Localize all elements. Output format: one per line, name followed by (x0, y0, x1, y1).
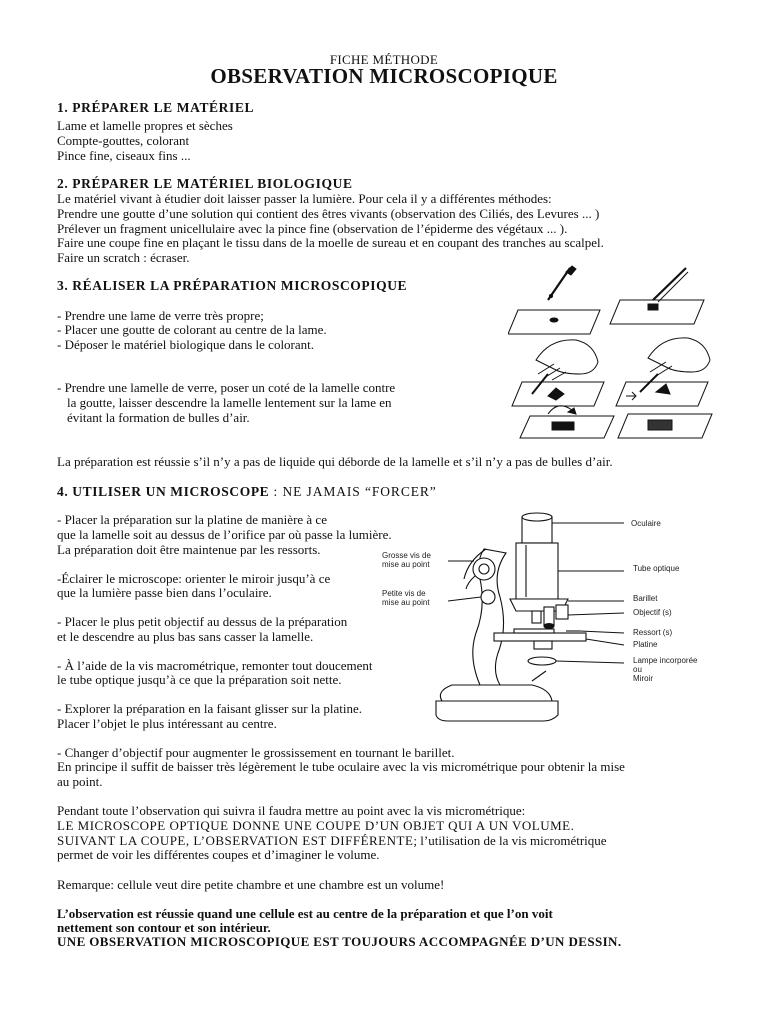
section-1-line: Pince fine, ciseaux fins ... (57, 148, 191, 163)
section-4-heading (57, 484, 437, 500)
section-4-step: Placer l’objet le plus intéressant au centre. (57, 716, 277, 731)
section-3-step: - Prendre une lame de verre très propre; (57, 308, 264, 323)
section-2-heading: 2. PRÉPARER LE MATÉRIEL BIOLOGIQUE (57, 176, 353, 191)
section-2-line: Prélever un fragment unicellulaire avec la pince fine (observation de l’épiderme des végétaux ... ). (57, 221, 568, 236)
section-2-line: Prendre une goutte d’une solution qui contient des êtres vivants (observation des Ciliés, des Levures ... ) (57, 206, 600, 221)
section-3-step: - Placer une goutte de colorant au centre de la lame. (57, 322, 327, 337)
section-1-line: Lame et lamelle propres et sèches (57, 118, 233, 133)
label-grosse-vis (382, 551, 431, 569)
label-platine: Platine (633, 640, 658, 649)
section-4-step: au point. (57, 774, 103, 789)
section-4-step: - Explorer la préparation en la faisant glisser sur la platine. (57, 701, 363, 716)
section-4-heading-warning: : NE JAMAIS “FORCER” (269, 484, 437, 499)
section-1-line: Compte-gouttes, colorant (57, 133, 190, 148)
section-1-heading: 1. PRÉPARER LE MATÉRIEL (57, 100, 255, 115)
section-4-step: - Changer d’objectif pour augmenter le grossissement en tournant le barillet. (57, 745, 455, 760)
section-4-step: et le descendre au plus bas sans casser la lamelle. (57, 629, 314, 644)
label-oculaire: Oculaire (631, 519, 661, 528)
document-kicker: FICHE MÉTHODE (329, 52, 439, 67)
section-4-caps-line: LE MICROSCOPE OPTIQUE DONNE UNE COUPE D’UN OBJET QUI A UN VOLUME. (57, 818, 575, 833)
section-4-step: le tube optique jusqu’à ce que la préparation soit nette. (57, 672, 342, 687)
section-4-step: que la lamelle soit au dessus de l’orifice par où passe la lumière. (57, 527, 392, 542)
label-lampe-line-2: ou (633, 665, 642, 674)
section-3-lamelle: - Prendre une lamelle de verre, poser un coté de la lamelle contre (57, 380, 396, 395)
section-4-step: La préparation doit être maintenue par les ressorts. (57, 542, 321, 557)
label-petite-vis-line-2: mise au point (382, 598, 430, 607)
final-statement: L’observation est réussie quand une cellule est au centre de la préparation et que l’on voit (57, 906, 553, 921)
section-4-remark: Remarque: cellule veut dire petite chambre et une chambre est un volume! (57, 877, 445, 892)
section-4-caps-fragment: SUIVANT LA COUPE, L’OBSERVATION EST DIFFÉRENTE (57, 833, 414, 848)
section-2-line: Faire un scratch : écraser. (57, 250, 190, 265)
section-2-line: Faire une coupe fine en plaçant le tissu dans de la moelle de sureau et en coupant des tranches au scalpel. (57, 235, 604, 250)
final-statement: UNE OBSERVATION MICROSCOPIQUE EST TOUJOURS ACCOMPAGNÉE D’UN DESSIN. (57, 934, 622, 949)
label-lampe-line-3: Miroir (633, 674, 653, 683)
section-3-heading: 3. RÉALISER LA PRÉPARATION MICROSCOPIQUE (57, 278, 408, 293)
section-4-heading-title: 4. UTILISER UN MICROSCOPE (57, 484, 270, 499)
section-4-fragment: ; l’utilisation de la vis micrométrique (413, 833, 607, 848)
section-2-line: Le matériel vivant à étudier doit laisser passer la lumière. Pour cela il y a différentes méthodes: (57, 191, 552, 206)
label-lampe-line-1: Lampe incorporée (633, 656, 698, 665)
section-4-paragraph: Pendant toute l’observation qui suivra il faudra mettre au point avec la vis micrométrique: (57, 803, 526, 818)
label-ressort: Ressort (s) (633, 628, 673, 637)
label-grosse-vis-line-2: mise au point (382, 560, 430, 569)
section-3-lamelle: la goutte, laisser descendre la lamelle lentement sur la lame en (67, 395, 392, 410)
section-4-paragraph (57, 833, 607, 848)
slide-preparation-illustration (508, 262, 720, 442)
section-4-paragraph: permet de voir les différentes coupes et d’imaginer le volume. (57, 847, 380, 862)
document-title: OBSERVATION MICROSCOPIQUE (210, 64, 558, 88)
section-4-step: En principe il suffit de baisser très légèrement le tube oculaire avec la vis micrométrique pour obtenir la mise (57, 759, 625, 774)
section-4-step: -Éclairer le microscope: orienter le miroir jusqu’à ce (57, 571, 331, 586)
final-statement: nettement son contour et son intérieur. (57, 920, 271, 935)
section-3-step: - Déposer le matériel biologique dans le colorant. (57, 337, 315, 352)
label-petite-vis-line-1: Petite vis de (382, 589, 426, 598)
label-barillet: Barillet (633, 594, 658, 603)
section-4-step: - Placer la préparation sur la platine de manière à ce (57, 512, 327, 527)
label-tube-optique: Tube optique (633, 564, 680, 573)
section-3-lamelle: évitant la formation de bulles d’air. (67, 410, 250, 425)
label-objectif: Objectif (s) (633, 608, 672, 617)
section-4-step: - Placer le plus petit objectif au dessus de la préparation (57, 614, 348, 629)
section-4-step: que la lumière passe bien dans l’oculaire. (57, 585, 272, 600)
label-petite-vis (382, 589, 430, 607)
label-grosse-vis-line-1: Grosse vis de (382, 551, 431, 560)
section-3-success: La préparation est réussie s’il n’y a pas de liquide qui déborde de la lamelle et s’il n’y a pas de bulles d’air. (57, 454, 613, 469)
label-lampe-miroir (633, 656, 697, 683)
section-4-step: - À l’aide de la vis macrométrique, remonter tout doucement (57, 658, 373, 673)
microscope-diagram (376, 505, 632, 729)
